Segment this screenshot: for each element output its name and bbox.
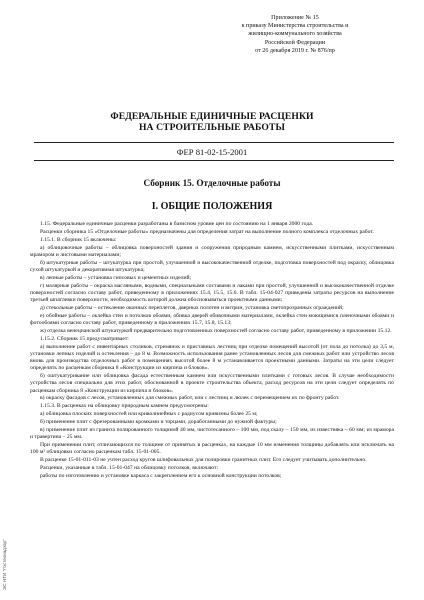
- paragraph: в) окраску фасадов с лесов, установленных для смежных работ, или с лестниц и люлек с перемещением их по фронту работ.: [40, 395, 340, 402]
- appendix-line: Российской Федерации: [264, 39, 326, 46]
- paragraph: д) стекольные работы – остекление оконных переплетов, дверных полотен и витрин, установка светопрозрачных ограждений;: [40, 304, 344, 311]
- paragraph: в) лепные работы – установка гипсовых и цементных изделий;: [40, 274, 192, 281]
- side-watermark: [2, 520, 12, 590]
- side-watermark-text: ЭС НТИ "Гостехнадзор": [2, 539, 7, 590]
- appendix-block: [210, 14, 380, 55]
- paragraph: а) выполнение работ с инвентарных столиков, стремянок и приставных лестниц при отделке помещений высотой (от пола до потолка) до 3,5 м, установки лепных изделий и остекления – до 8 м. Возможность использования ранее установленных лесов для смежных работ или устройство лесов вновь для производства отделочных работ в помещениях высотой более 8 м устанавливается проектными данными. Затраты на эти цели следует определять по расценкам сборника 8 «Конструкции из кирпича и блоков».: [30, 343, 394, 372]
- paragraph: 1.15.2. Сборник 15 предусматривает:: [40, 335, 129, 342]
- appendix-line: жилищно-коммунального хозяйства: [248, 31, 342, 38]
- paragraph: е) обойные работы – оклейка стен и потолков обоями, обивка дверей обивочными материалами, оклейка стен моющимися пленочными обоями и фотообоями согласно составу работ, приведенному в приложениях 15.7, 15.8, 15.13;: [30, 312, 394, 326]
- paragraph: б) штукатурные работы – штукатурка при простой, улучшенной и высококачественной отделке, подготовка поверхностей под окраску, облицовка сухой штукатуркой и декоративная штукатурка;: [30, 259, 394, 273]
- appendix-line: к приказу Министерства строительства и: [241, 23, 349, 30]
- paragraph: работы по изготовлению и установке каркаса с закреплением его к основной конструкции потолков;: [40, 472, 282, 479]
- paragraph: При применении плит, отличающихся по толщине от принятых в расценках, на каждые 10 мм изменения толщины добавлять или исключать на 100 м² облицовки согласно расценкам табл. 15-01-005.: [30, 441, 394, 456]
- paragraph: б) оштукатуривание или облицовка фасада естественным камнем или искусственными плитками с готовых лесов. В случае необходимости устройства лесов специально для этих работ, обоснованной в проекте строительства объекта, расход ресурсов на эти цели следует определять по расценкам сборника 8 «Конструкции из кирпича и блоков».: [30, 373, 394, 394]
- document-title-line1: ФЕДЕРАЛЬНЫЕ ЕДИНИЧНЫЕ РАСЦЕНКИ: [110, 111, 314, 122]
- divider-top: [34, 142, 394, 143]
- paragraph: В расценке 15-01-011-03 не учтен расход кругов шлифовальных для полировки гранитных плит. Его следует учитывать дополнительно.: [40, 457, 367, 464]
- paragraph: 1.15. Федеральные единичные расценки разработаны в базисном уровне цен по состоянию на 1 января 2000 года.: [40, 221, 314, 227]
- paragraph: г) малярные работы – окраска масляными, водными, специальными составами и лаками при простой, улучшенной и высококачественной отделке поверхностей согласно составу работ, приведенному в приложениях 15.4, 15.5, 15.6. В табл. 15-04-027 приведены затраты ресурсов на выполнение третьей шпатлевки поверхности, необходимость которой должна обосновываться проектными данными;: [30, 282, 394, 304]
- document-code: ФЕР 81-02-15-2001: [176, 147, 248, 157]
- appendix-line: от 26 декабря 2019 г. № 876/пр: [255, 47, 335, 54]
- document-body: [30, 221, 394, 481]
- paragraph: Расценки сборника 15 «Отделочные работы» предназначены для определения затрат на выполнение полного комплекса отделочных работ.: [40, 228, 374, 235]
- paragraph: Расценки, указанные в табл. 15-01-047 на облицовку потолков, включают:: [40, 464, 219, 471]
- paragraph: ж) отделка венецианской штукатуркой предварительно подготовленных поверхностей согласно составу работ, приведенному в приложении 15.12.: [40, 327, 392, 334]
- document-title-line2: НА СТРОИТЕЛЬНЫЕ РАБОТЫ: [138, 122, 285, 133]
- paragraph: 1.15.1. В сборник 15 включены:: [40, 236, 117, 243]
- appendix-line: Приложение № 15: [271, 15, 319, 21]
- paragraph: а) облицовочные работы – облицовка поверхностей здания и сооружения природным камнем, искусственными плитками, искусственным мрамором и листовыми материалами;: [30, 244, 394, 258]
- section-heading: I. ОБЩИЕ ПОЛОЖЕНИЯ: [151, 201, 273, 212]
- paragraph: 1.15.3. В расценках на облицовку природным камнем предусмотрены:: [40, 403, 209, 410]
- paragraph: а) облицовка плоских поверхностей или криволинейных с радиусом кривизны более 25 м;: [40, 411, 258, 418]
- paragraph: в) применение плит из гранита полированного толщиной 40 мм, чистотесанного – 100 мм, под скалу – 150 мм, из известняка – 60 мм; из мрамора и травертина – 25 мм.: [30, 426, 394, 441]
- collection-heading: Сборник 15. Отделочные работы: [143, 178, 281, 188]
- paragraph: б) применение плит с фрезерованными кромками и торцами, доработанными до нужной фактуры;: [40, 419, 277, 425]
- divider-bottom: [34, 160, 394, 161]
